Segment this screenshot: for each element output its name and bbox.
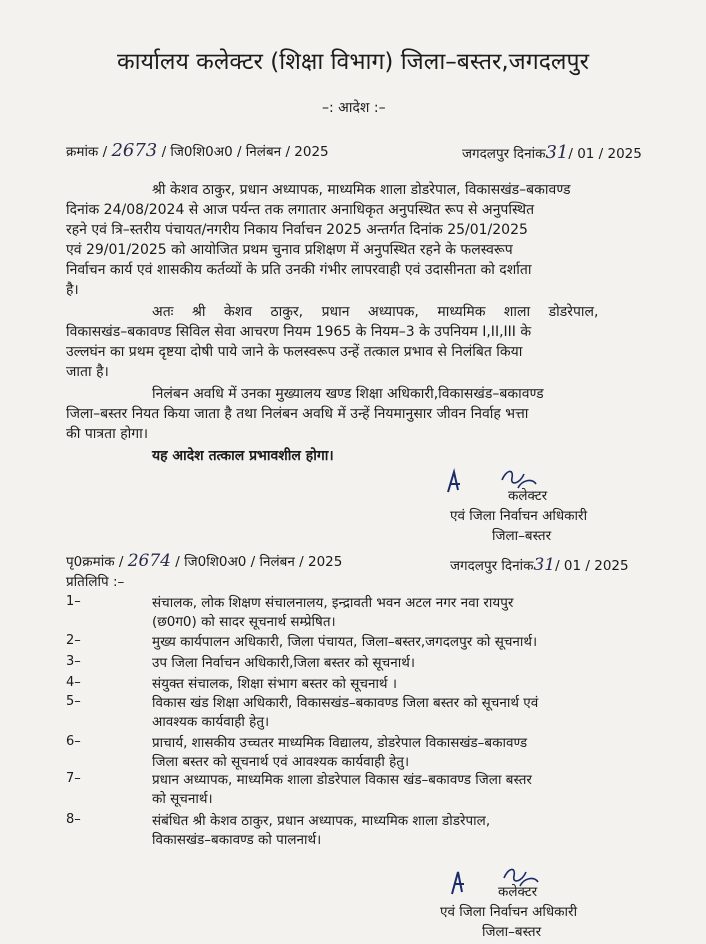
para1-line: रहने एवं त्रि–स्तरीय पंचायत/नगरीय निकाय निर्वाचन 2025 अन्तर्गत दिनांक 25/01/2025 [66,222,528,238]
para1-line: है। [66,282,79,298]
copy-entry-3 [152,654,415,673]
copy-entry-8 [152,812,490,850]
copy-number: 3– [66,654,81,669]
copy-line: जिला बस्तर को सूचनार्थ एवं आवश्यक कार्यवाही हेतु। [152,754,410,770]
copy-line: को सूचनार्थ। [152,791,213,807]
signature2-district: जिला–बस्तर [482,924,542,940]
copy-number: 5– [66,694,81,709]
signature1-designation: एवं जिला निर्वाचन अधिकारी [450,508,588,524]
copy-number: 4– [66,675,81,690]
copy-number: 7– [66,771,81,786]
copy-entry-6 [152,734,527,772]
copy-number: 2– [66,633,81,648]
para3-line: जिला–बस्तर नियत किया जाता है तथा निलंबन अवधि में उन्हें नियमानुसार जीवन निर्वाह भत्ता [66,406,529,422]
signature2-title: कलेक्टर [498,884,538,900]
copy-line: मुख्य कार्यपालन अधिकारी, जिला पंचायत, जिला–बस्तर,जगदलपुर को सूचनार्थ। [152,634,538,650]
copy-line: विकास खंड शिक्षा अधिकारी, विकासखंड–बकावण्ड जिला बस्तर को सूचनार्थ एवं [152,695,539,711]
copy-line: उप जिला निर्वाचन अधिकारी,जिला बस्तर को सूचनार्थ। [152,655,415,671]
para2-line: अतः श्री केशव ठाकुर, प्रधान अध्यापक, माध्यमिक शाला डोडरेपाल, [152,304,599,320]
para3-line: की पात्रता होगा। [66,426,149,442]
copy-line: संबंधित श्री केशव ठाकुर, प्रधान अध्यापक, माध्यमिक शाला डोडरेपाल, [152,813,491,829]
para2-line: विकासखंड–बकावण्ड सिविल सेवा आचरण नियम 1965 के नियम–3 के उपनियम I,II,III के [66,324,532,340]
endorsement-number-line [66,551,342,571]
copy-line: विकासखंड–बकावण्ड को पालनार्थ। [152,832,322,848]
signature2-designation: एवं जिला निर्वाचन अधिकारी [440,904,578,920]
order-number-line [66,140,329,161]
order-date-rest: / 01 / 2025 [568,146,642,162]
copy-entry-2 [152,633,537,652]
order-number: 2673 [111,140,158,161]
endorsement-ref-prefix: पृ0क्रमांक / [66,554,124,570]
order-heading: –: आदेश :– [322,100,386,116]
copy-line: (छ0ग0) को सादर सूचनार्थ सम्प्रेषित। [152,614,336,630]
copy-line: आवश्यक कार्यवाही हेतु। [152,714,270,730]
office-title: कार्यालय कलेक्टर (शिक्षा विभाग) जिला–बस्तर,जगदलपुर [117,49,589,75]
para2-line: जाता है। [66,364,109,380]
copy-line: संयुक्त संचालक, शिक्षा संभाग बस्तर को सूचनार्थ । [152,676,397,692]
endorsement-place-date-label: जगदलपुर दिनांक [450,558,534,574]
endorsement-day: 31 [533,555,556,575]
signature1-title: कलेक्टर [508,488,548,504]
endorsement-number: 2674 [127,551,171,571]
endorsement-ref-suffix: / जि0शि0अ0 / निलंबन / 2025 [175,554,343,570]
para1-line: निर्वाचन कार्य एवं शासकीय कर्तव्यों के प्रति उनकी गंभीर लापरवाही एवं उदासीनता को दर्शाता [66,262,532,278]
signature1-district: जिला–बस्तर [492,528,552,544]
order-day: 31 [545,142,569,163]
effective-statement: यह आदेश तत्काल प्रभावशील होगा। [152,448,334,464]
para2-line: उल्लघंन का प्रथम दृष्टया दोषी पाये जाने के फलस्वरूप उन्हें तत्काल प्रभाव से निलंबित किया [66,344,523,360]
copy-line: प्रधान अध्यापक, माध्यमिक शाला डोडरेपाल विकास खंड–बकावण्ड जिला बस्तर [152,772,532,788]
endorsement-date-rest: / 01 / 2025 [555,558,629,574]
copy-entry-1 [152,594,513,632]
copy-number: 1– [66,594,81,609]
copy-line: प्राचार्य, शासकीय उच्चतर माध्यमिक विद्यालय, डोडरेपाल विकासखंड–बकावण्ड [152,735,528,751]
copy-label: प्रतिलिपि :– [66,574,125,590]
order-place-date-label: जगदलपुर दिनांक [462,146,546,162]
copy-entry-5 [152,694,538,732]
para1-line: दिनांक 24/08/2024 से आज पर्यन्त तक लगातार अनाधिकृत अनुपस्थित रूप से अनुपस्थित [66,202,535,218]
order-ref-prefix: क्रमांक / [66,144,108,160]
para3-line: निलंबन अवधि में उनका मुख्यालय खण्ड शिक्षा अधिकारी,विकासखंड–बकावण्ड [152,386,544,402]
para1-line: श्री केशव ठाकुर, प्रधान अध्यापक, माध्यमिक शाला डोडरेपाल, विकासखंड–बकावण्ड [152,182,571,198]
copy-entry-4 [152,675,397,694]
para1-line: एवं 29/01/2025 को आयोजित प्रथम चुनाव प्रशिक्षण में अनुपस्थित रहने के फलस्वरूप [66,242,513,258]
endorsement-date-line [450,555,629,575]
order-paragraph-1 [66,180,676,300]
order-paragraph-3 [66,384,676,444]
copy-entry-7 [152,771,532,809]
order-date-line [462,142,642,163]
copy-number: 6– [66,734,81,749]
copy-number: 8– [66,812,81,827]
order-paragraph-2 [66,302,676,382]
order-ref-suffix: / जि0शि0अ0 / निलंबन / 2025 [161,144,329,160]
copy-line: संचालक, लोक शिक्षण संचालनालय, इन्द्रावती भवन अटल नगर नवा रायपुर [152,595,514,611]
